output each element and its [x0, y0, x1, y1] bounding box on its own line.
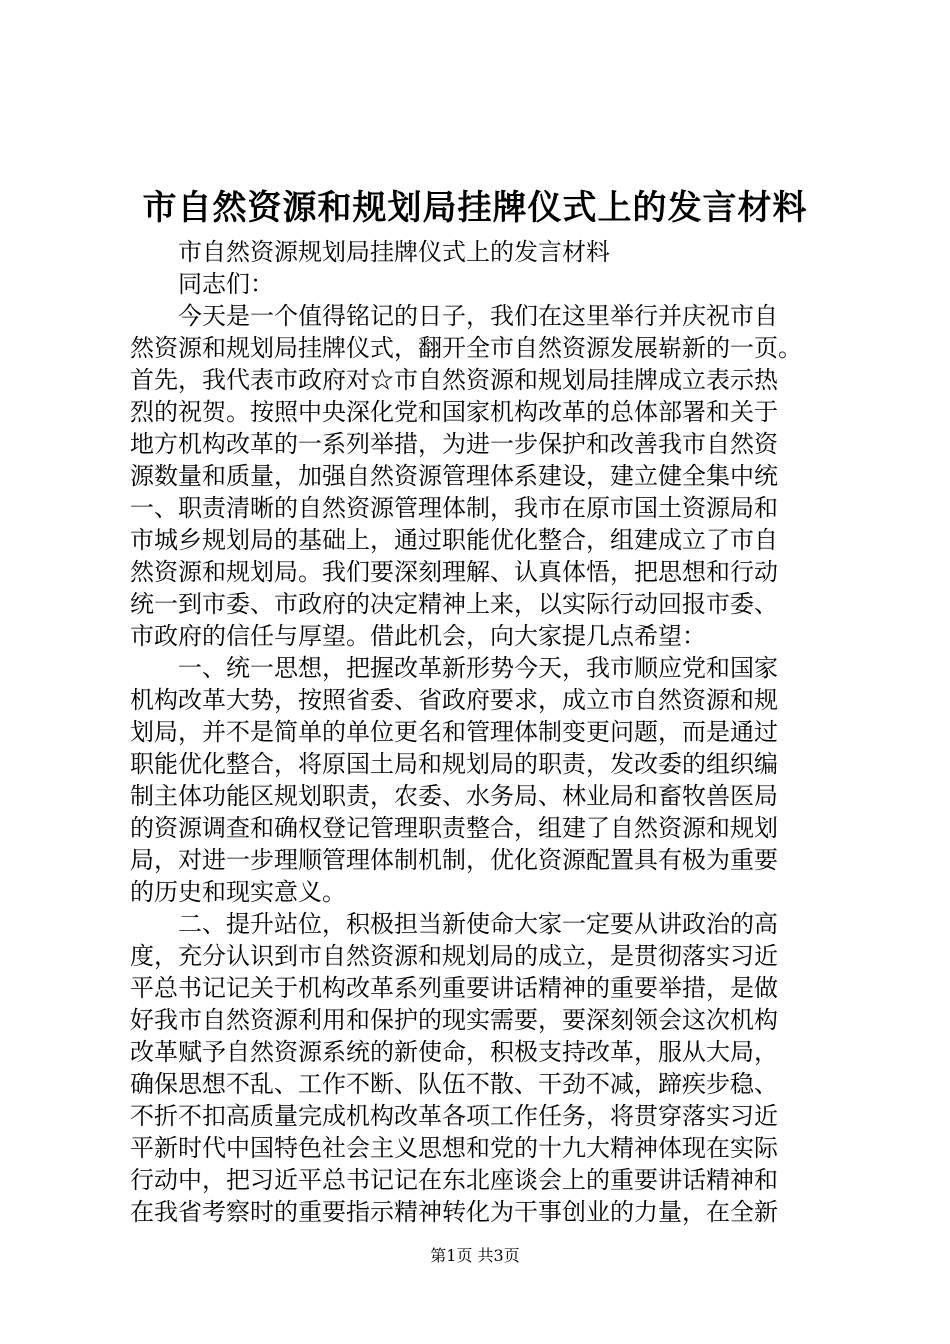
page-footer: 第1页 共3页 — [430, 1246, 520, 1265]
text-line: 平新时代中国特色社会主义思想和党的十九大精神体现在实际 — [130, 1134, 778, 1162]
text-line: 市城乡规划局的基础上，通过职能优化整合，组建成立了市自 — [130, 526, 778, 554]
text-line: 划局，并不是简单的单位更名和管理体制变更问题，而是通过 — [130, 718, 778, 746]
text-line: 职能优化整合，将原国土局和规划局的职责，发改委的组织编 — [130, 750, 778, 778]
text-line: 确保思想不乱、工作不断、队伍不散、干劲不减，蹄疾步稳、 — [130, 1070, 778, 1098]
document-body — [130, 236, 830, 1228]
text-line: 平总书记记关于机构改革系列重要讲话精神的重要举措，是做 — [130, 974, 778, 1002]
text-line: 一、统一思想，把握改革新形势今天，我市顺应党和国家 — [178, 654, 778, 682]
text-line: 一、职责清晰的自然资源管理体制，我市在原市国土资源局和 — [130, 494, 778, 522]
text-line: 不折不扣高质量完成机构改革各项工作任务，将贯穿落实习近 — [130, 1102, 778, 1130]
text-line: 然资源和规划局挂牌仪式，翻开全市自然资源发展崭新的一页。 — [130, 334, 802, 362]
text-line: 统一到市委、市政府的决定精神上来，以实际行动回报市委、 — [130, 590, 778, 618]
text-line: 源数量和质量，加强自然资源管理体系建设，建立健全集中统 — [130, 462, 778, 490]
text-line: 二、提升站位，积极担当新使命大家一定要从讲政治的高 — [178, 910, 778, 938]
text-line: 改革赋予自然资源系统的新使命，积极支持改革，服从大局， — [130, 1038, 778, 1066]
text-line: 行动中，把习近平总书记记在东北座谈会上的重要讲话精神和 — [130, 1166, 778, 1194]
text-line: 好我市自然资源利用和保护的现实需要，要深刻领会这次机构 — [130, 1006, 778, 1034]
text-line: 在我省考察时的重要指示精神转化为干事创业的力量，在全新 — [130, 1198, 778, 1226]
text-line: 今天是一个值得铭记的日子，我们在这里举行并庆祝市自 — [178, 302, 778, 330]
text-line: 地方机构改革的一系列举措，为进一步保护和改善我市自然资 — [130, 430, 778, 458]
text-line: 市自然资源规划局挂牌仪式上的发言材料 — [178, 238, 610, 266]
text-line: 局，对进一步理顺管理体制机制，优化资源配置具有极为重要 — [130, 846, 778, 874]
text-line: 机构改革大势，按照省委、省政府要求，成立市自然资源和规 — [130, 686, 778, 714]
document-title: 市自然资源和规划局挂牌仪式上的发言材料 — [142, 188, 808, 228]
text-line: 然资源和规划局。我们要深刻理解、认真体悟，把思想和行动 — [130, 558, 778, 586]
text-line: 市政府的信任与厚望。借此机会，向大家提几点希望： — [130, 622, 706, 650]
text-line: 首先，我代表市政府对☆市自然资源和规划局挂牌成立表示热 — [130, 366, 778, 394]
text-line: 的历史和现实意义。 — [130, 878, 346, 906]
text-line: 度，充分认识到市自然资源和规划局的成立，是贯彻落实习近 — [130, 942, 778, 970]
text-line: 制主体功能区规划职责，农委、水务局、林业局和畜牧兽医局 — [130, 782, 778, 810]
text-line: 烈的祝贺。按照中央深化党和国家机构改革的总体部署和关于 — [130, 398, 778, 426]
text-line: 同志们： — [178, 270, 274, 298]
text-line: 的资源调查和确权登记管理职责整合，组建了自然资源和规划 — [130, 814, 778, 842]
